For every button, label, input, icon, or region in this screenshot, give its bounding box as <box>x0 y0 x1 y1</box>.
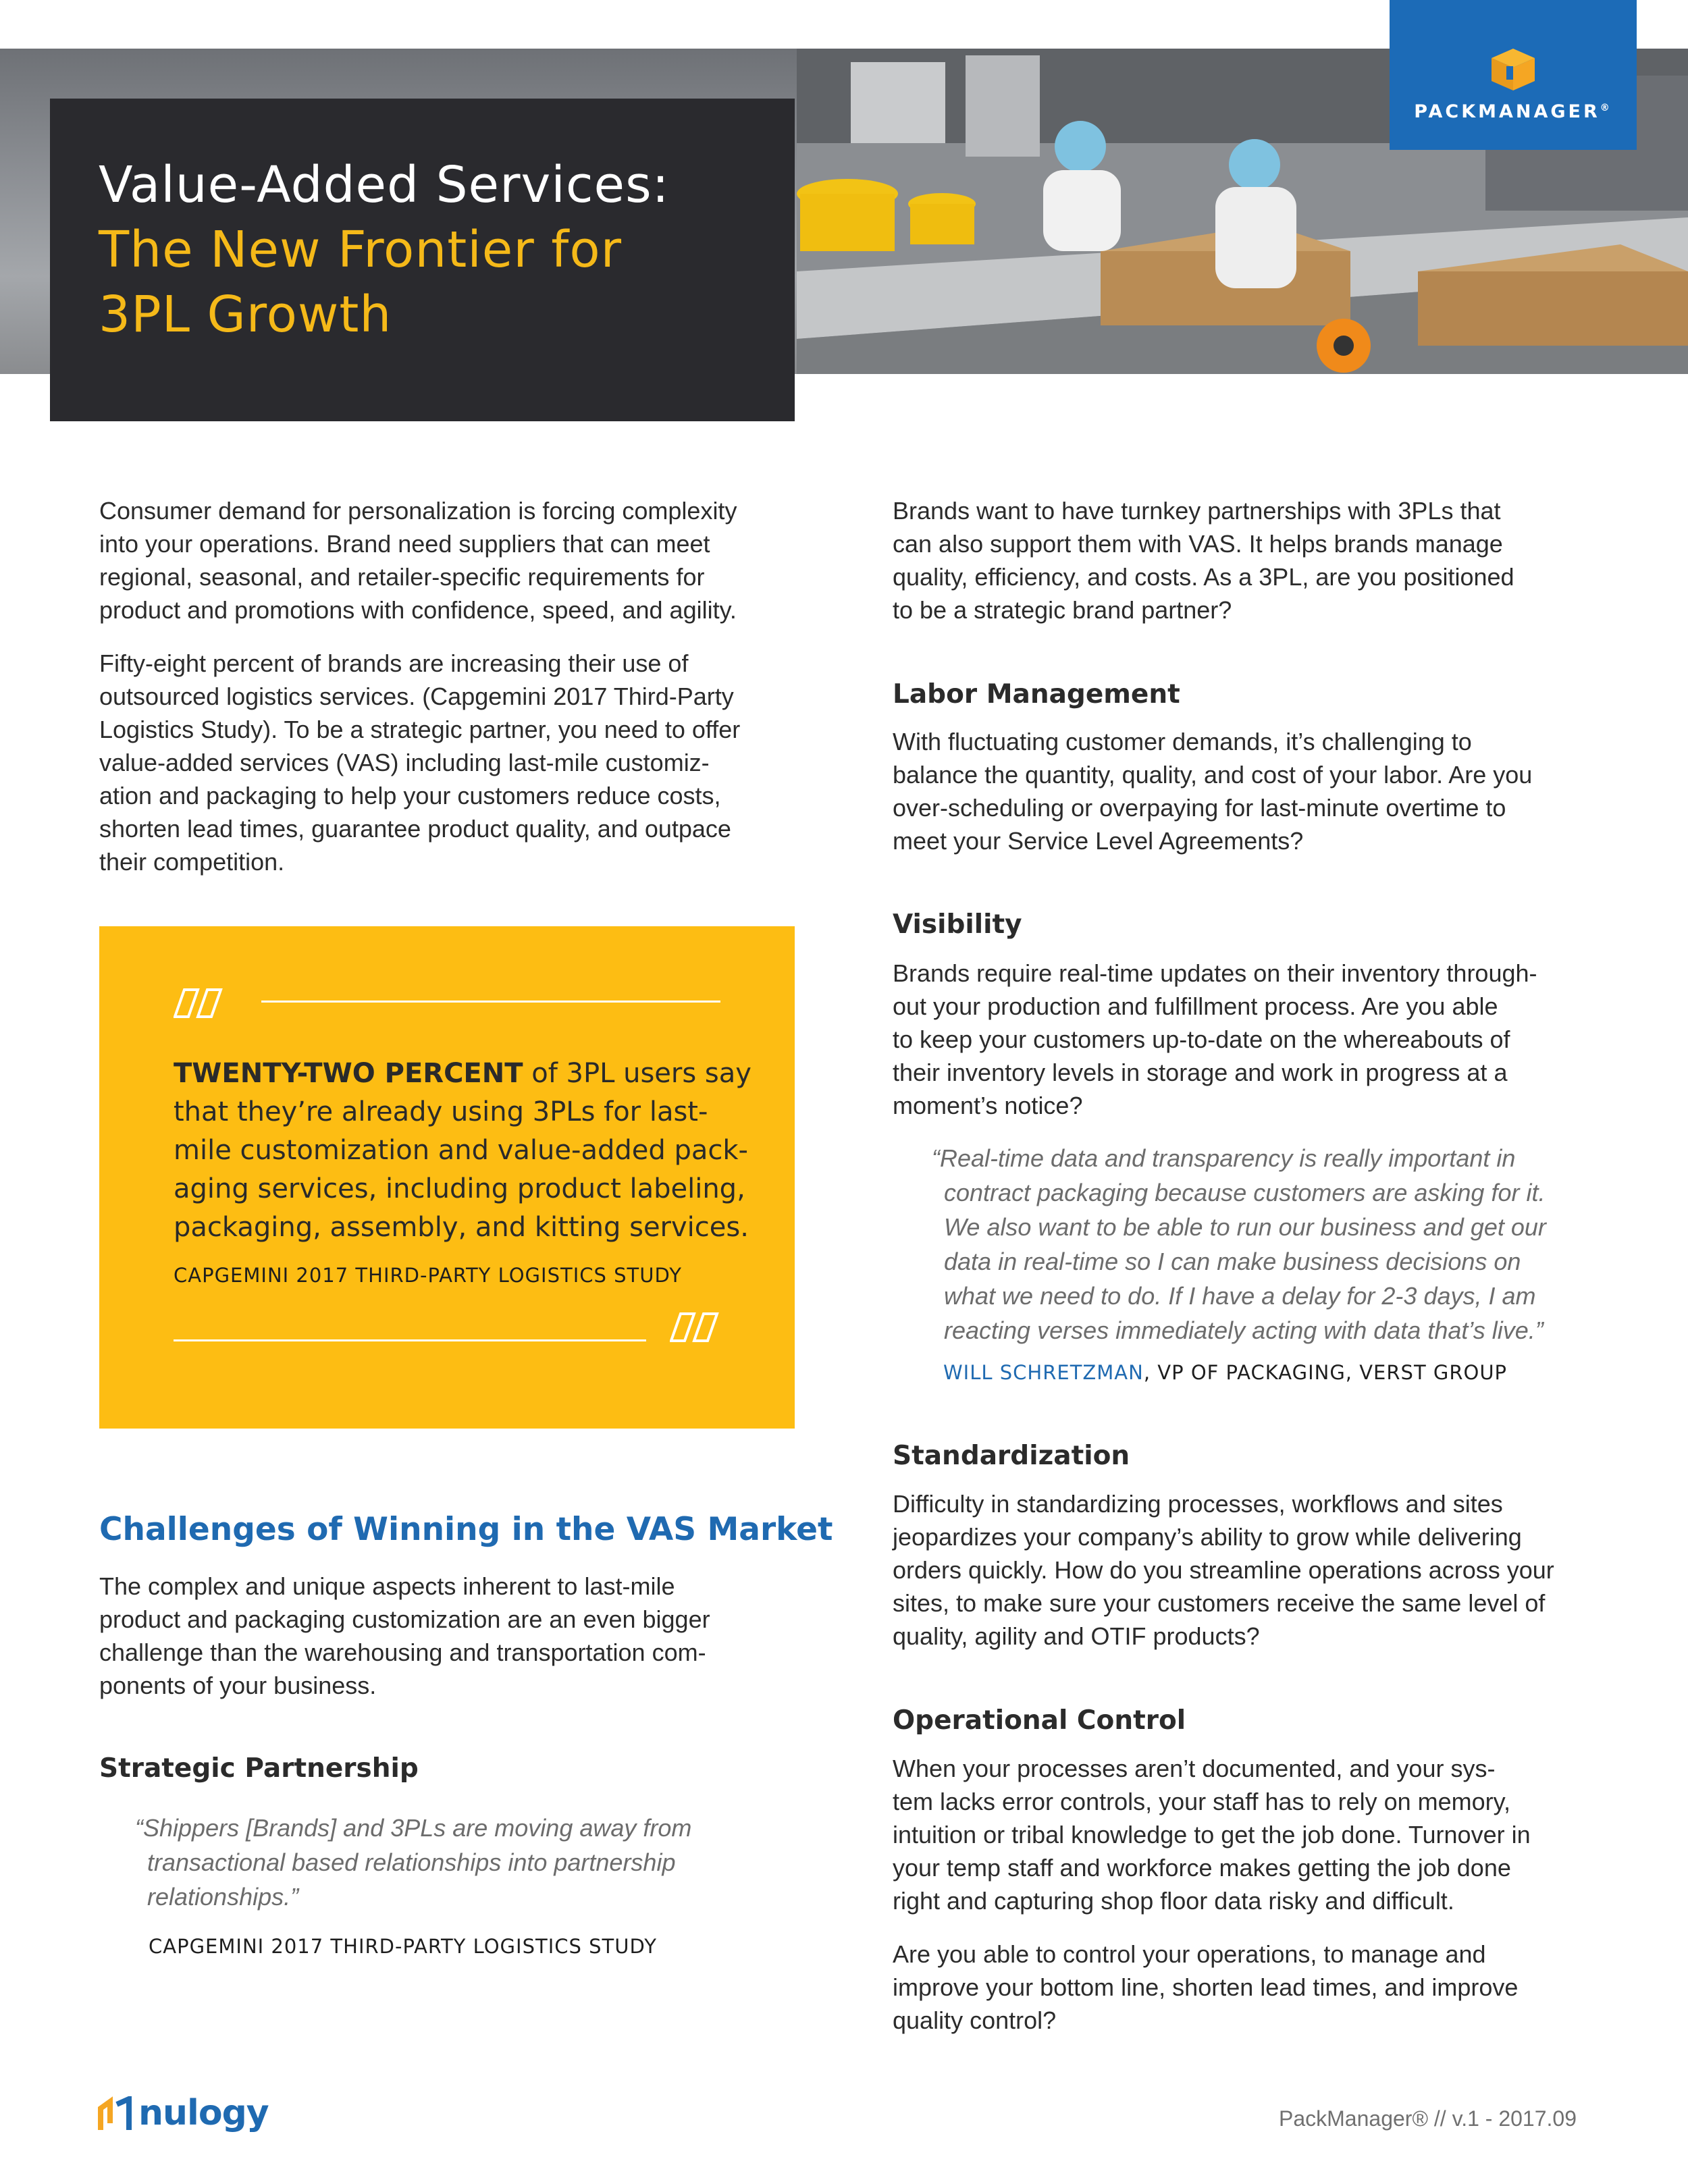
paragraph-line: into your operations. Brand need suppliers that can meet <box>99 530 710 558</box>
operational-control-paragraph-1 <box>893 1752 1642 1917</box>
paragraph-line: value-added services (VAS) including last-mile customiz- <box>99 749 710 776</box>
callout-line: aging services, including product labeling, <box>174 1173 745 1204</box>
challenges-paragraph <box>99 1570 815 1702</box>
paragraph-line: to be a strategic brand partner? <box>893 596 1232 624</box>
strategic-quote <box>135 1811 810 1914</box>
quote-line: reacting verses immediately acting with data that’s live.” <box>944 1316 1544 1344</box>
statistic-callout <box>99 926 795 1429</box>
packmanager-logo <box>1390 0 1637 150</box>
visibility-paragraph <box>893 957 1635 1122</box>
logo-text: PACKMANAGER <box>1414 101 1600 122</box>
paragraph-line: shorten lead times, guarantee product quality, and outpace <box>99 815 731 843</box>
paragraph-line: tem lacks error controls, your staff has to rely on memory, <box>893 1788 1510 1815</box>
standardization-paragraph <box>893 1487 1642 1653</box>
standardization-heading: Standardization <box>893 1441 1130 1471</box>
paragraph-line: improve your bottom line, shorten lead times, and improve <box>893 1973 1519 2001</box>
registered-mark: ® <box>1600 103 1612 113</box>
quote-line: relationships.” <box>147 1883 299 1911</box>
paragraph-line: regional, seasonal, and retailer-specific requirements for <box>99 563 705 591</box>
callout-source: CAPGEMINI 2017 THIRD-PARTY LOGISTICS STUDY <box>174 1264 682 1287</box>
quote-line: We also want to be able to run our business and get our <box>944 1213 1546 1241</box>
paragraph-line: quality control? <box>893 2006 1057 2034</box>
title-line-3: 3PL Growth <box>99 286 392 344</box>
title-box <box>50 99 795 421</box>
paragraph-line: Difficulty in standardizing processes, workflows and sites <box>893 1490 1503 1518</box>
challenges-heading: Challenges of Winning in the VAS Market <box>99 1511 833 1548</box>
paragraph-line: balance the quantity, quality, and cost of your labor. Are you <box>893 761 1533 789</box>
paragraph-line: moment’s notice? <box>893 1092 1083 1119</box>
callout-line: that they’re already using 3PLs for last- <box>174 1096 708 1127</box>
callout-line: packaging, assembly, and kitting services. <box>174 1212 749 1243</box>
quote-person-name: WILL SCHRETZMAN <box>943 1361 1144 1384</box>
paragraph-line: product and packaging customization are an even bigger <box>99 1605 710 1633</box>
quote-line: contract packaging because customers are asking for it. <box>944 1179 1546 1206</box>
callout-line: mile customization and value-added pack- <box>174 1135 748 1166</box>
visibility-quote-attribution <box>943 1361 1507 1384</box>
paragraph-line: ponents of your business. <box>99 1672 377 1699</box>
paragraph-line: Logistics Study). To be a strategic partner, you need to offer <box>99 716 741 743</box>
title-line-1: Value-Added Services: <box>99 156 670 214</box>
quote-close-icon <box>670 1311 731 1345</box>
paragraph-line: sites, to make sure your customers receive the same level of <box>893 1589 1546 1617</box>
packmanager-cube-icon <box>1486 46 1540 93</box>
paragraph-line: Brands require real-time updates on their inventory through- <box>893 959 1537 987</box>
callout-rule-bottom <box>174 1339 646 1341</box>
paragraph-line: their inventory levels in storage and work in progress at a <box>893 1059 1508 1086</box>
operational-control-paragraph-2 <box>893 1938 1642 2037</box>
paragraph-line: your temp staff and workforce makes getting the job done <box>893 1854 1511 1882</box>
paragraph-line: Consumer demand for personalization is forcing complexity <box>99 497 737 525</box>
quote-person-title: , VP OF PACKAGING, VERST GROUP <box>1143 1361 1508 1384</box>
quote-line: what we need to do. If I have a delay for 2-3 days, I am <box>944 1282 1536 1310</box>
intro-paragraph-2 <box>99 647 815 878</box>
paragraph-line: outsourced logistics services. (Capgemini 2017 Third-Party <box>99 683 734 710</box>
paragraph-line: meet your Service Level Agreements? <box>893 827 1304 855</box>
paragraph-line: Are you able to control your operations, to manage and <box>893 1940 1486 1968</box>
quote-line: transactional based relationships into partnership <box>147 1848 676 1876</box>
right-intro-paragraph <box>893 494 1635 627</box>
nulogy-logo-text: nulogy <box>138 2093 269 2133</box>
callout-lead: TWENTY-TWO PERCENT <box>174 1058 523 1089</box>
paragraph-line: out your production and fulfillment process. Are you able <box>893 992 1498 1020</box>
paragraph-line: ation and packaging to help your customers reduce costs, <box>99 782 721 809</box>
footer-version: PackManager® // v.1 - 2017.09 <box>1279 2106 1577 2131</box>
paragraph-line: When your processes aren’t documented, and your sys- <box>893 1755 1496 1782</box>
paragraph-line: The complex and unique aspects inherent to last-mile <box>99 1572 675 1600</box>
visibility-quote <box>932 1141 1647 1348</box>
paragraph-line: to keep your customers up-to-date on the whereabouts of <box>893 1026 1510 1053</box>
paragraph-line: product and promotions with confidence, speed, and agility. <box>99 596 737 624</box>
quote-line: “Shippers [Brands] and 3PLs are moving away from <box>135 1814 692 1842</box>
paragraph-line: Fifty-eight percent of brands are increasing their use of <box>99 649 689 677</box>
quote-open-icon <box>174 987 234 1021</box>
paragraph-line: orders quickly. How do you streamline operations across your <box>893 1556 1554 1584</box>
quote-line: “Real-time data and transparency is really important in <box>932 1144 1516 1172</box>
paragraph-line: their competition. <box>99 848 285 876</box>
strategic-source: CAPGEMINI 2017 THIRD-PARTY LOGISTICS STUDY <box>149 1935 657 1958</box>
paragraph-line: over-scheduling or overpaying for last-minute overtime to <box>893 794 1506 822</box>
callout-rule-top <box>261 1001 720 1003</box>
paragraph-line: can also support them with VAS. It helps brands manage <box>893 530 1503 558</box>
callout-text <box>174 1055 754 1247</box>
intro-paragraph-1 <box>99 494 815 627</box>
visibility-heading: Visibility <box>893 909 1022 940</box>
paragraph-line: quality, efficiency, and costs. As a 3PL, are you positioned <box>893 563 1514 591</box>
paragraph-line: jeopardizes your company’s ability to grow while delivering <box>893 1523 1522 1551</box>
paragraph-line: right and capturing shop floor data risky and difficult. <box>893 1887 1454 1915</box>
labor-paragraph <box>893 725 1635 857</box>
strategic-heading: Strategic Partnership <box>99 1753 419 1784</box>
paragraph-line: With fluctuating customer demands, it’s challenging to <box>893 728 1472 755</box>
quote-line: data in real-time so I can make business decisions on <box>944 1248 1521 1275</box>
paragraph-line: quality, agility and OTIF products? <box>893 1622 1260 1650</box>
title-line-2: The New Frontier for <box>99 221 623 279</box>
paragraph-line: intuition or tribal knowledge to get the job done. Turnover in <box>893 1821 1531 1848</box>
operational-control-heading: Operational Control <box>893 1705 1186 1736</box>
paragraph-line: challenge than the warehousing and transportation com- <box>99 1639 706 1666</box>
labor-heading: Labor Management <box>893 679 1180 710</box>
paragraph-line: Brands want to have turnkey partnerships with 3PLs that <box>893 497 1501 525</box>
callout-rest: of 3PL users say <box>523 1058 751 1089</box>
nulogy-logo-icon <box>98 2096 135 2133</box>
